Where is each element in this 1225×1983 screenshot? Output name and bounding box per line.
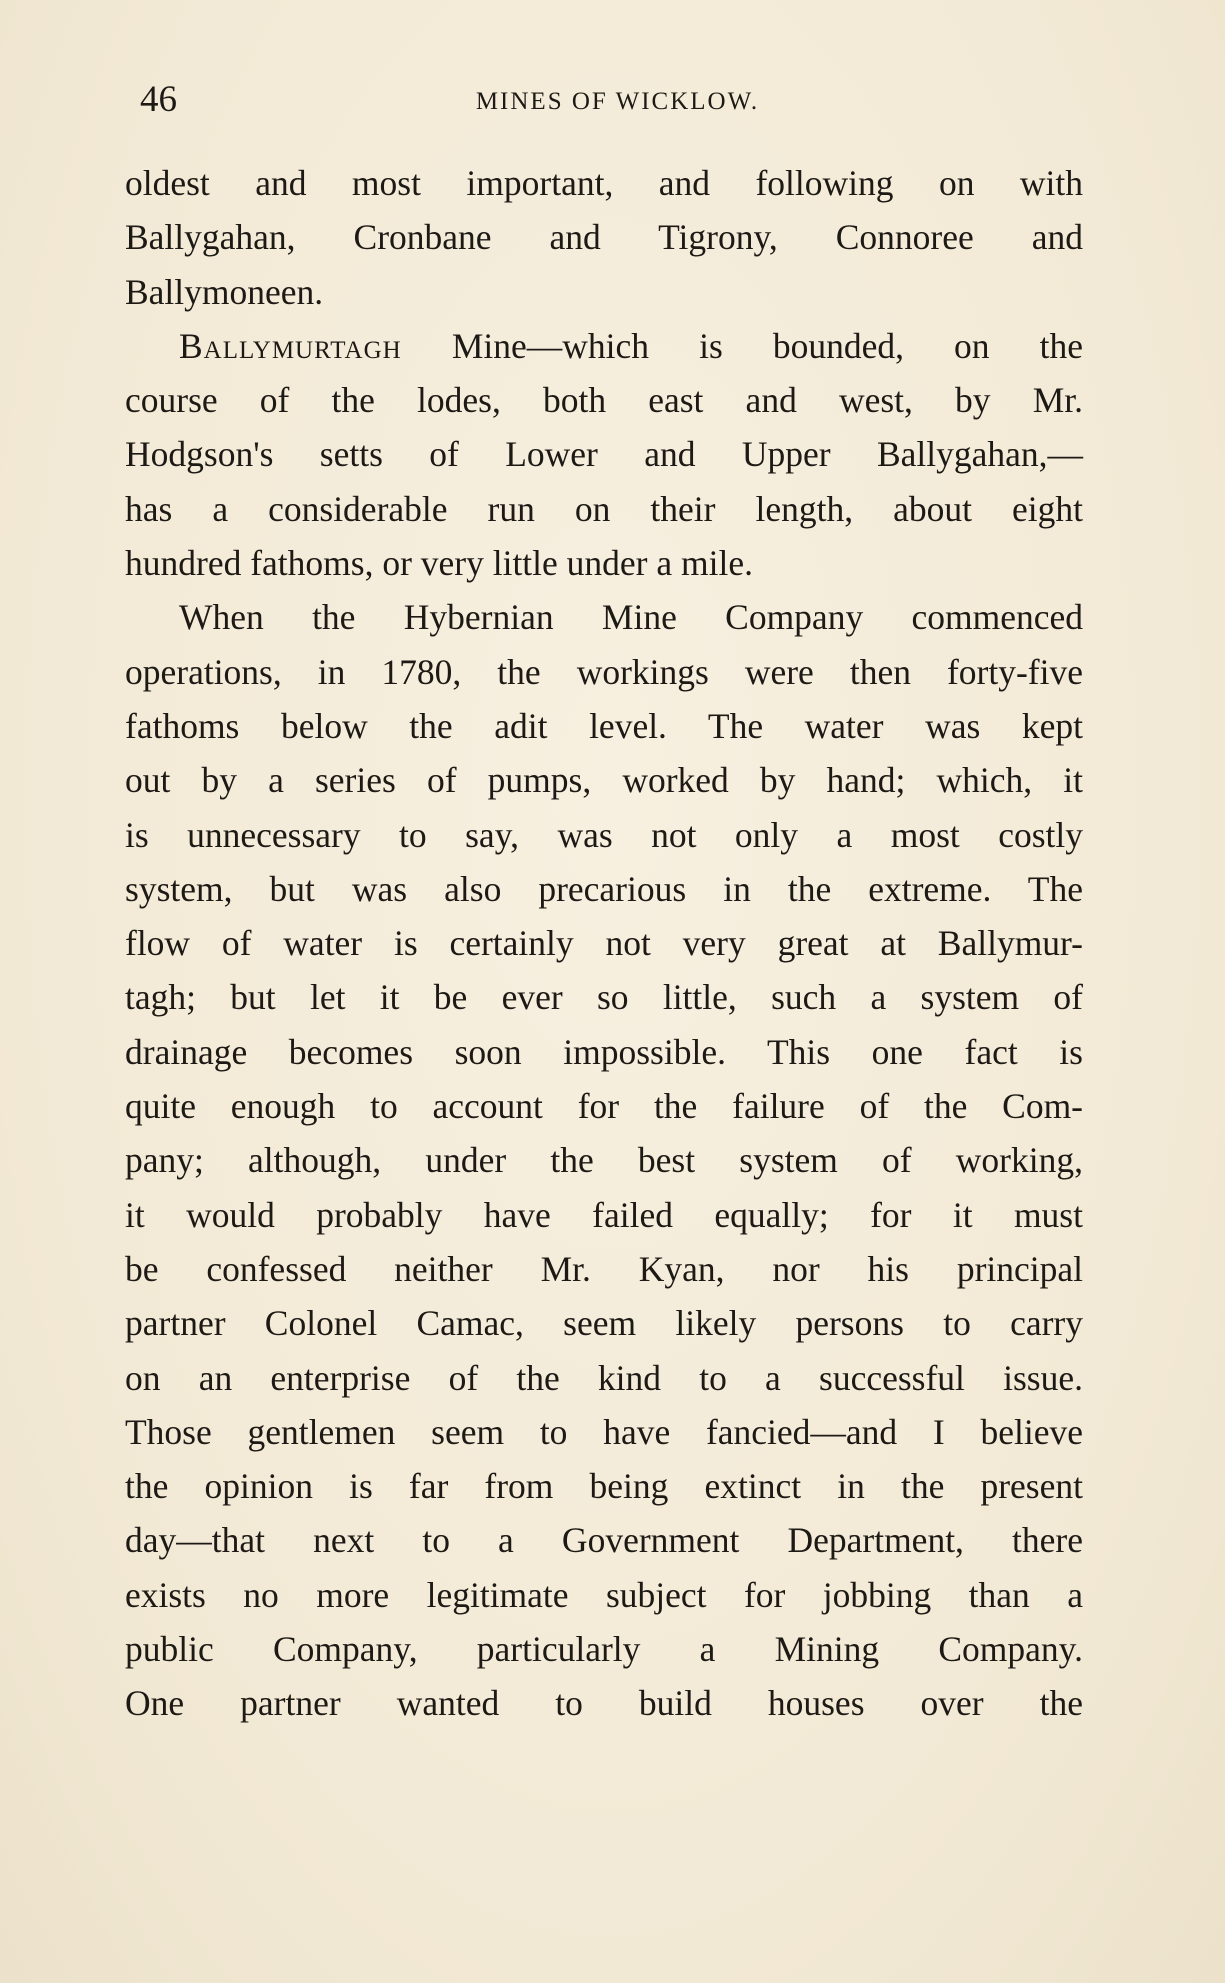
text-line: it would probably have failed equally; for it must — [125, 1194, 1083, 1235]
text-line: fathoms below the adit level. The water was kept — [125, 705, 1083, 746]
text-line: day—that next to a Government Department, there — [125, 1520, 1083, 1561]
running-title: MINES OF WICKLOW. — [475, 88, 760, 115]
text-line — [125, 319, 1083, 373]
text-line: operations, in 1780, the workings were then forty-five — [125, 651, 1083, 692]
text-line: partner Colonel Camac, seem likely persons to carry — [125, 1303, 1083, 1344]
text-line: be confessed neither Mr. Kyan, nor his principal — [125, 1248, 1083, 1289]
page-number: 46 — [140, 79, 177, 120]
text-line: tagh; but let it be ever so little, such a system of — [125, 977, 1083, 1018]
text-line: out by a series of pumps, worked by hand; which, it — [125, 760, 1083, 801]
text-line: the opinion is far from being extinct in the present — [125, 1466, 1083, 1507]
text-line: system, but was also precarious in the extreme. The — [125, 868, 1083, 909]
text-line: drainage becomes soon impossible. This one fact is — [125, 1031, 1083, 1072]
text-line: pany; although, under the best system of working, — [125, 1140, 1083, 1181]
text-line: One partner wanted to build houses over the — [125, 1683, 1083, 1724]
text-line: flow of water is certainly not very great at Ballymur- — [125, 923, 1083, 964]
text-line: is unnecessary to say, was not only a most costly — [125, 814, 1083, 855]
text-line: exists no more legitimate subject for jobbing than a — [125, 1574, 1083, 1615]
text-line: has a considerable run on their length, about eight — [125, 488, 1083, 529]
text-line: on an enterprise of the kind to a successful issue. — [125, 1357, 1083, 1398]
text-line-continuation: Mine—which is bounded, on the — [451, 325, 1084, 366]
text-line: hundred fathoms, or very little under a mile. — [125, 543, 753, 584]
text-line: quite enough to account for the failure of the Com- — [125, 1086, 1083, 1127]
page-header — [140, 78, 1095, 122]
text-line: oldest and most important, and following on with — [125, 163, 1083, 203]
text-line: Ballymoneen. — [125, 271, 324, 312]
smallcaps-lead: Ballymurtagh — [179, 325, 402, 366]
text-line: When the Hybernian Mine Company commenced — [179, 597, 1083, 638]
text-line: Ballygahan, Cronbane and Tigrony, Connoree and — [125, 217, 1083, 258]
body-text — [125, 156, 1083, 1731]
text-line: Those gentlemen seem to have fancied—and I believe — [125, 1411, 1083, 1452]
text-line: Hodgson's setts of Lower and Upper Ballygahan,— — [125, 434, 1083, 475]
text-line: public Company, particularly a Mining Company. — [125, 1629, 1083, 1670]
text-line: course of the lodes, both east and west, by Mr. — [125, 380, 1083, 421]
